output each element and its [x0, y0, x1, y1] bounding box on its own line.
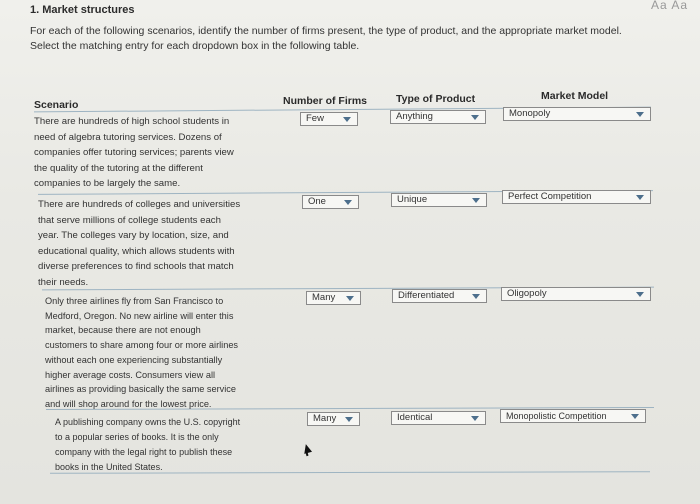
dropdown-value: Many [313, 413, 337, 424]
scenario-line: companies to be largely the same. [34, 178, 181, 190]
scenario-line: There are hundreds of high school students in [34, 116, 230, 127]
chevron-down-icon [471, 115, 479, 120]
dropdown-value: Oligopoly [507, 288, 547, 299]
chevron-down-icon [344, 200, 352, 205]
firms-dropdown[interactable] [307, 412, 360, 426]
header-market-model: Market Model [541, 90, 609, 102]
dropdown-value: Unique [397, 194, 428, 205]
scenario-line: Medford, Oregon. No new airline will enter this [45, 310, 234, 321]
chevron-down-icon [636, 195, 644, 200]
chevron-down-icon [472, 294, 480, 299]
chevron-down-icon [472, 198, 480, 203]
product-dropdown[interactable] [390, 110, 486, 124]
scenario-line: market, because there are not enough [45, 325, 201, 336]
header-type-of-product: Type of Product [396, 93, 476, 105]
scenario-line: Only three airlines fly from San Francisco to [45, 296, 224, 306]
scenario-line: company with the legal right to publish these [55, 447, 233, 457]
text-size-toggle[interactable]: Aa Aa [650, 0, 688, 12]
scenario-line: companies offer tutoring services; parents view [34, 147, 234, 159]
instruction-line-2: Select the matching entry for each dropdown box in the following table. [30, 40, 360, 52]
instructions [30, 24, 680, 54]
model-dropdown[interactable] [502, 190, 651, 204]
scenario-line: that serve millions of college students each [38, 214, 221, 226]
firms-dropdown[interactable] [306, 291, 361, 305]
scenario-line: higher average costs. Consumers view all [45, 369, 216, 380]
chevron-down-icon [631, 414, 639, 419]
product-dropdown[interactable] [391, 411, 486, 425]
scenario-line: the quality of the tutoring at the different [34, 162, 203, 174]
header-scenario: Scenario [34, 99, 79, 111]
firms-dropdown[interactable] [300, 112, 358, 126]
chevron-down-icon [471, 416, 479, 421]
chevron-down-icon [343, 117, 351, 122]
dropdown-value: Few [306, 113, 324, 124]
dropdown-value: Identical [397, 412, 433, 423]
chevron-down-icon [346, 296, 354, 301]
question-title: 1. Market structures [30, 4, 135, 16]
model-dropdown[interactable] [500, 409, 646, 423]
scenario-text [38, 197, 240, 291]
chevron-down-icon [345, 417, 353, 422]
scenario-line: to a popular series of books. It is the only [55, 432, 219, 442]
dropdown-value: Perfect Competition [508, 191, 592, 202]
scenario-line: airlines as providing basically the same service [45, 384, 236, 395]
dropdown-value: Anything [396, 111, 433, 122]
dropdown-value: One [308, 196, 326, 207]
scenario-line: diverse preferences to find schools that match [38, 261, 234, 273]
scenario-line: A publishing company owns the U.S. copyright [55, 417, 241, 427]
scenario-line: their needs. [38, 276, 89, 288]
scenario-line: year. The colleges vary by location, size, and [38, 230, 229, 242]
scenario-text [55, 415, 240, 475]
scenario-line: and will shop around for the lowest price. [45, 398, 212, 409]
firms-dropdown[interactable] [302, 195, 359, 209]
scenario-line: There are hundreds of colleges and universities [38, 199, 241, 210]
model-dropdown[interactable] [501, 287, 651, 301]
dropdown-value: Monopolistic Competition [506, 411, 607, 421]
scenario-line: without each one experiencing substantially [45, 354, 223, 365]
product-dropdown[interactable] [392, 289, 487, 303]
scenario-line: need of algebra tutoring services. Dozens of [34, 131, 222, 143]
header-number-of-firms: Number of Firms [283, 95, 368, 107]
dropdown-value: Many [312, 292, 336, 303]
chevron-down-icon [636, 112, 644, 117]
scenario-text [45, 294, 238, 412]
scenario-line: books in the United States. [55, 462, 163, 472]
model-dropdown[interactable] [503, 107, 651, 121]
instruction-line-1: For each of the following scenarios, identify the number of firms present, the type of product, and the appropriate market model. [30, 25, 622, 37]
scenario-text [34, 114, 234, 192]
dropdown-value: Differentiated [398, 290, 455, 301]
scenario-line: educational quality, which allows students with [38, 245, 235, 257]
chevron-down-icon [636, 292, 644, 297]
scenario-line: customers to share among four or more airlines [45, 340, 239, 351]
dropdown-value: Monopoly [509, 108, 551, 119]
product-dropdown[interactable] [391, 193, 487, 207]
